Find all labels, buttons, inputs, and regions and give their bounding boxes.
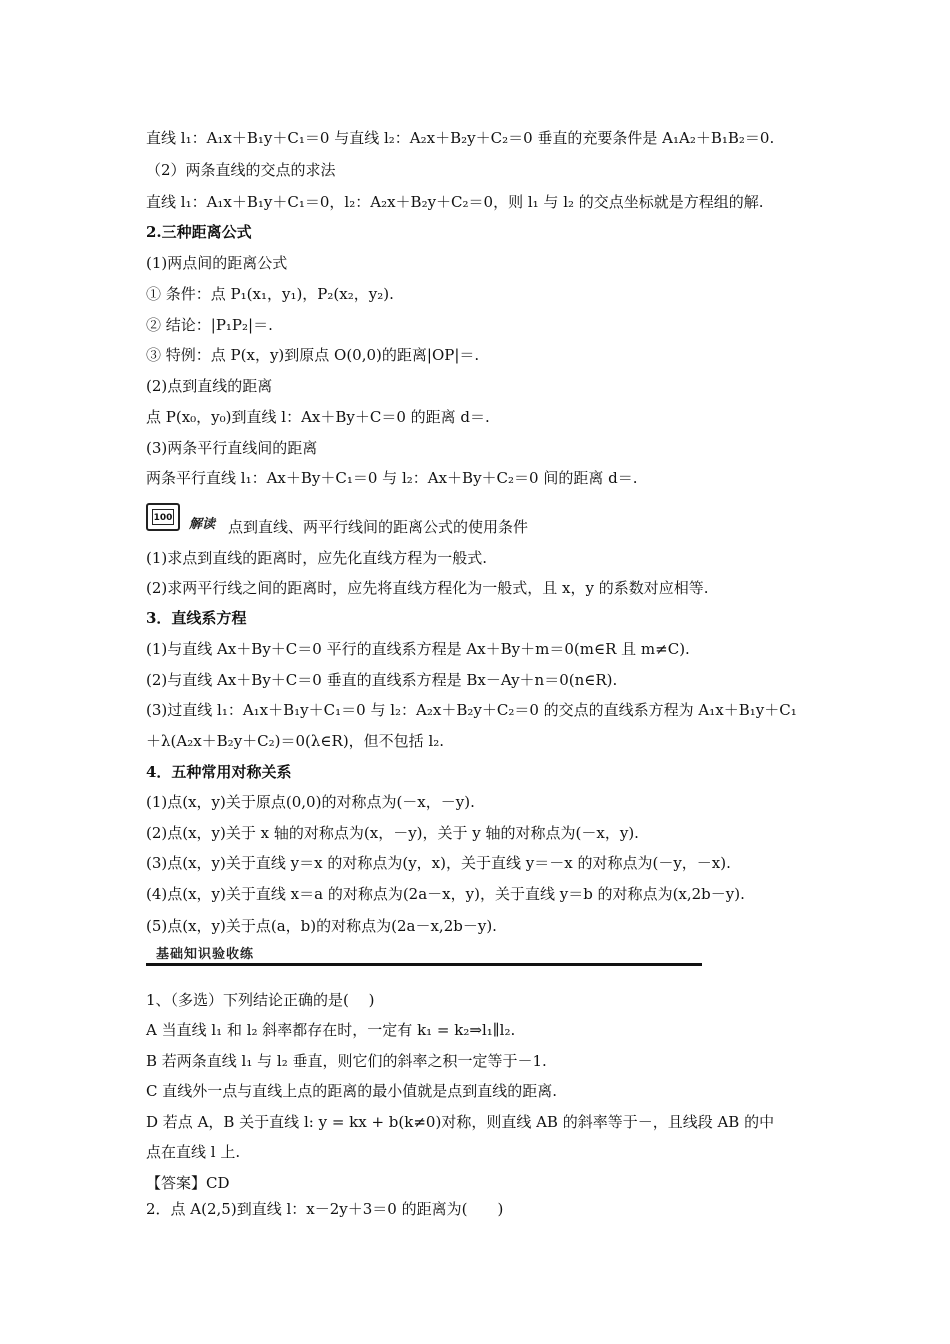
text-line: (3)两条平行直线间的距离 xyxy=(146,439,318,457)
text-line: (4)点(x，y)关于直线 x＝a 的对称点为(2a－x，y)，关于直线 y＝b 的对称点为(x,2b－y). xyxy=(146,885,745,903)
question-line: 2．点 A(2,5)到直线 l：x－2y＋3＝0 的距离为( ) xyxy=(146,1200,504,1218)
jiedu-title: 点到直线、两平行线间的距离公式的使用条件 xyxy=(228,518,529,536)
text-line: (3)过直线 l₁：A₁x＋B₁y＋C₁＝0 与 l₂：A₂x＋B₂y＋C₂＝0 的交点的直线系方程为 A₁x＋B₁y＋C₁ xyxy=(146,701,797,719)
text-line: (2)与直线 Ax＋By＋C＝0 垂直的直线系方程是 Bx－Ay＋n＝0(n∈R). xyxy=(146,671,618,689)
badge-label: 100 xyxy=(152,509,174,525)
section-heading: 3．直线系方程 xyxy=(146,609,247,627)
text-line: ② 结论：|P₁P₂|＝. xyxy=(146,316,273,334)
text-line: (5)点(x，y)关于点(a，b)的对称点为(2a－x,2b－y). xyxy=(146,917,497,935)
text-line: (3)点(x，y)关于直线 y＝x 的对称点为(y，x)，关于直线 y＝－x 的对称点为(－y，－x). xyxy=(146,854,731,872)
answer-line: 【答案】CD xyxy=(146,1174,230,1192)
section-heading: 4．五种常用对称关系 xyxy=(146,763,292,781)
option-d-cont: 点在直线 l 上. xyxy=(146,1143,241,1161)
text-line: (2)点(x，y)关于 x 轴的对称点为(x，－y)，关于 y 轴的对称点为(－x，y). xyxy=(146,824,639,842)
text-line: (2)点到直线的距离 xyxy=(146,377,273,395)
jiedu-label: 解读 xyxy=(189,517,216,532)
section-banner xyxy=(146,943,702,967)
question-line: 1、（多选）下列结论正确的是( ) xyxy=(146,991,375,1009)
banner-label: 基础知识验收练 xyxy=(156,947,255,962)
option-d: D 若点 A，B 关于直线 l: y = kx + b(k≠0)对称，则直线 AB 的斜率等于－，且线段 AB 的中 xyxy=(146,1113,775,1131)
option-a: A 当直线 l₁ 和 l₂ 斜率都存在时，一定有 k₁ = k₂⇒l₁∥l₂. xyxy=(146,1021,516,1039)
text-line: (1)与直线 Ax＋By＋C＝0 平行的直线系方程是 Ax＋By＋m＝0(m∈R 且 m≠C). xyxy=(146,640,690,658)
text-line: 直线 l₁：A₁x＋B₁y＋C₁＝0，l₂：A₂x＋B₂y＋C₂＝0，则 l₁ 与 l₂ 的交点坐标就是方程组的解. xyxy=(146,193,764,211)
text-line: ＋λ(A₂x＋B₂y＋C₂)＝0(λ∈R)，但不包括 l₂. xyxy=(146,732,445,750)
text-line: (2)求两平行线之间的距离时，应先将直线方程化为一般式，且 x，y 的系数对应相等. xyxy=(146,579,709,597)
banner-rule xyxy=(146,963,702,966)
section-heading: 2.三种距离公式 xyxy=(146,223,252,241)
score-100-icon xyxy=(146,503,180,531)
text-line: （2）两条直线的交点的求法 xyxy=(146,161,336,179)
text-line: 点 P(x₀，y₀)到直线 l：Ax＋By＋C＝0 的距离 d＝. xyxy=(146,408,490,426)
text-line: (1)点(x，y)关于原点(0,0)的对称点为(－x，－y). xyxy=(146,793,475,811)
option-c: C 直线外一点与直线上点的距离的最小值就是点到直线的距离. xyxy=(146,1082,558,1100)
text-line: (1)两点间的距离公式 xyxy=(146,254,288,272)
text-line: (1)求点到直线的距离时，应先化直线方程为一般式. xyxy=(146,549,488,567)
text-line: 直线 l₁：A₁x＋B₁y＋C₁＝0 与直线 l₂：A₂x＋B₂y＋C₂＝0 垂直的充要条件是 A₁A₂＋B₁B₂＝0. xyxy=(146,129,775,147)
text-line: 两条平行直线 l₁：Ax＋By＋C₁＝0 与 l₂：Ax＋By＋C₂＝0 间的距离 d＝. xyxy=(146,469,638,487)
text-line: ① 条件：点 P₁(x₁，y₁)，P₂(x₂，y₂). xyxy=(146,285,394,303)
text-line: ③ 特例：点 P(x，y)到原点 O(0,0)的距离|OP|＝. xyxy=(146,346,480,364)
option-b: B 若两条直线 l₁ 与 l₂ 垂直，则它们的斜率之积一定等于－1. xyxy=(146,1052,547,1070)
